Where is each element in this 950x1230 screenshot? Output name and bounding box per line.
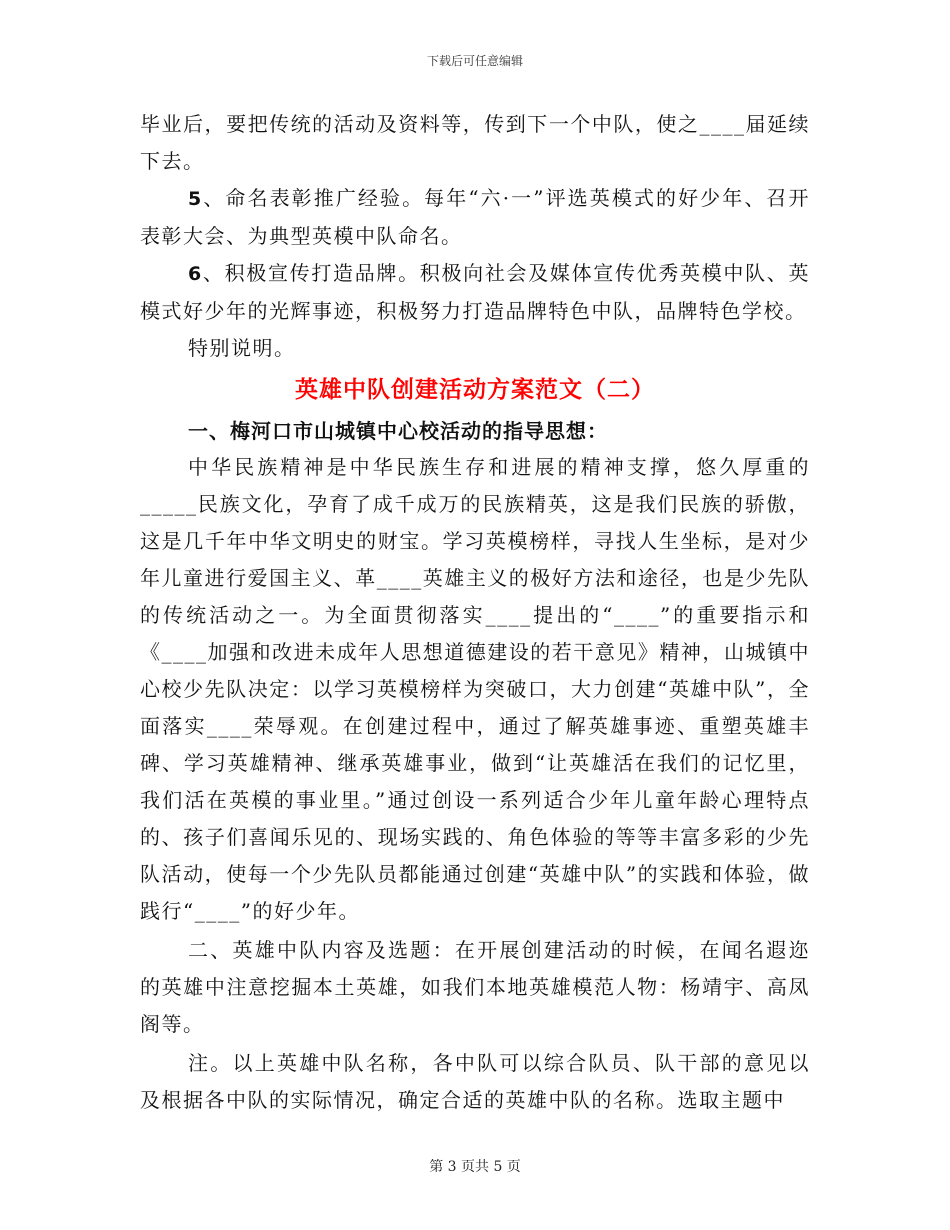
- paragraph-continuation: 毕业后，要把传统的活动及资料等，传到下一个中队，使之____届延续下去。: [140, 112, 810, 173]
- document-body: [140, 106, 810, 1119]
- paragraph-item-5: [140, 180, 810, 255]
- note-paragraph: 注。以上英雄中队名称，各中队可以综合队员、队干部的意见以及根据各中队的实际情况，确定合适的英雄中队的名称。选取主题中: [140, 1051, 810, 1112]
- item-number: 6: [188, 263, 203, 285]
- document-title: 英雄中队创建活动方案范文（二）: [295, 376, 655, 403]
- item-text: 、积极宣传打造品牌。积极向社会及媒体宣传优秀英模中队、英模式好少年的光辉事迹，积极努力打造品牌特色中队，品牌特色学校。: [140, 261, 810, 323]
- paragraph-special-note: 特别说明。: [188, 336, 296, 360]
- paragraph-item-6: [140, 255, 810, 330]
- item-number: 5: [188, 188, 203, 210]
- section-1-body: 中华民族精神是中华民族生存和进展的精神支撑，悠久厚重的_____民族文化，孕育了成千成万的民族精英，这是我们民族的骄傲，这是几千年中华文明史的财宝。学习英模榜样，寻找人生坐标，是对少年儿童进行爱国主义、革____英雄主义的极好方法和途径，也是少先队的传统活动之一。为全面贯彻落实____提出的“____”的重要指示和《____加强和改进未成年人思想道德建设的若干意见》精神，山城镇中心校少先队决定：以学习英模榜样为突破口，大力创建“英雄中队”，全面落实____荣辱观。在创建过程中，通过了解英雄事迹、重塑英雄丰碑、学习英雄精神、继承英雄事业，做到“让英雄活在我们的记忆里，我们活在英模的事业里。”通过创设一系列适合少年儿童年龄心理特点的、孩子们喜闻乐见的、现场实践的、角色体验的等等丰富多彩的少先队活动，使每一个少先队员都能通过创建“英雄中队”的实践和体验，做践行“____”的好少年。: [140, 455, 810, 923]
- page-footer: 第 3 页共 5 页: [429, 1159, 521, 1175]
- item-text: 、命名表彰推广经验。每年“六·一”评选英模式的好少年、召开表彰大会、为典型英模中队命名。: [140, 186, 810, 248]
- page-header: 下载后可任意编辑: [426, 54, 523, 68]
- section-2-body: 二、英雄中队内容及选题：在开展创建活动的时候，在闻名遐迩的英雄中注意挖掘本土英雄，如我们本地英雄模范人物：杨靖宇、高凤阁等。: [140, 938, 810, 1036]
- section-1-heading: 一、梅河口市山城镇中心校活动的指导思想：: [188, 419, 608, 443]
